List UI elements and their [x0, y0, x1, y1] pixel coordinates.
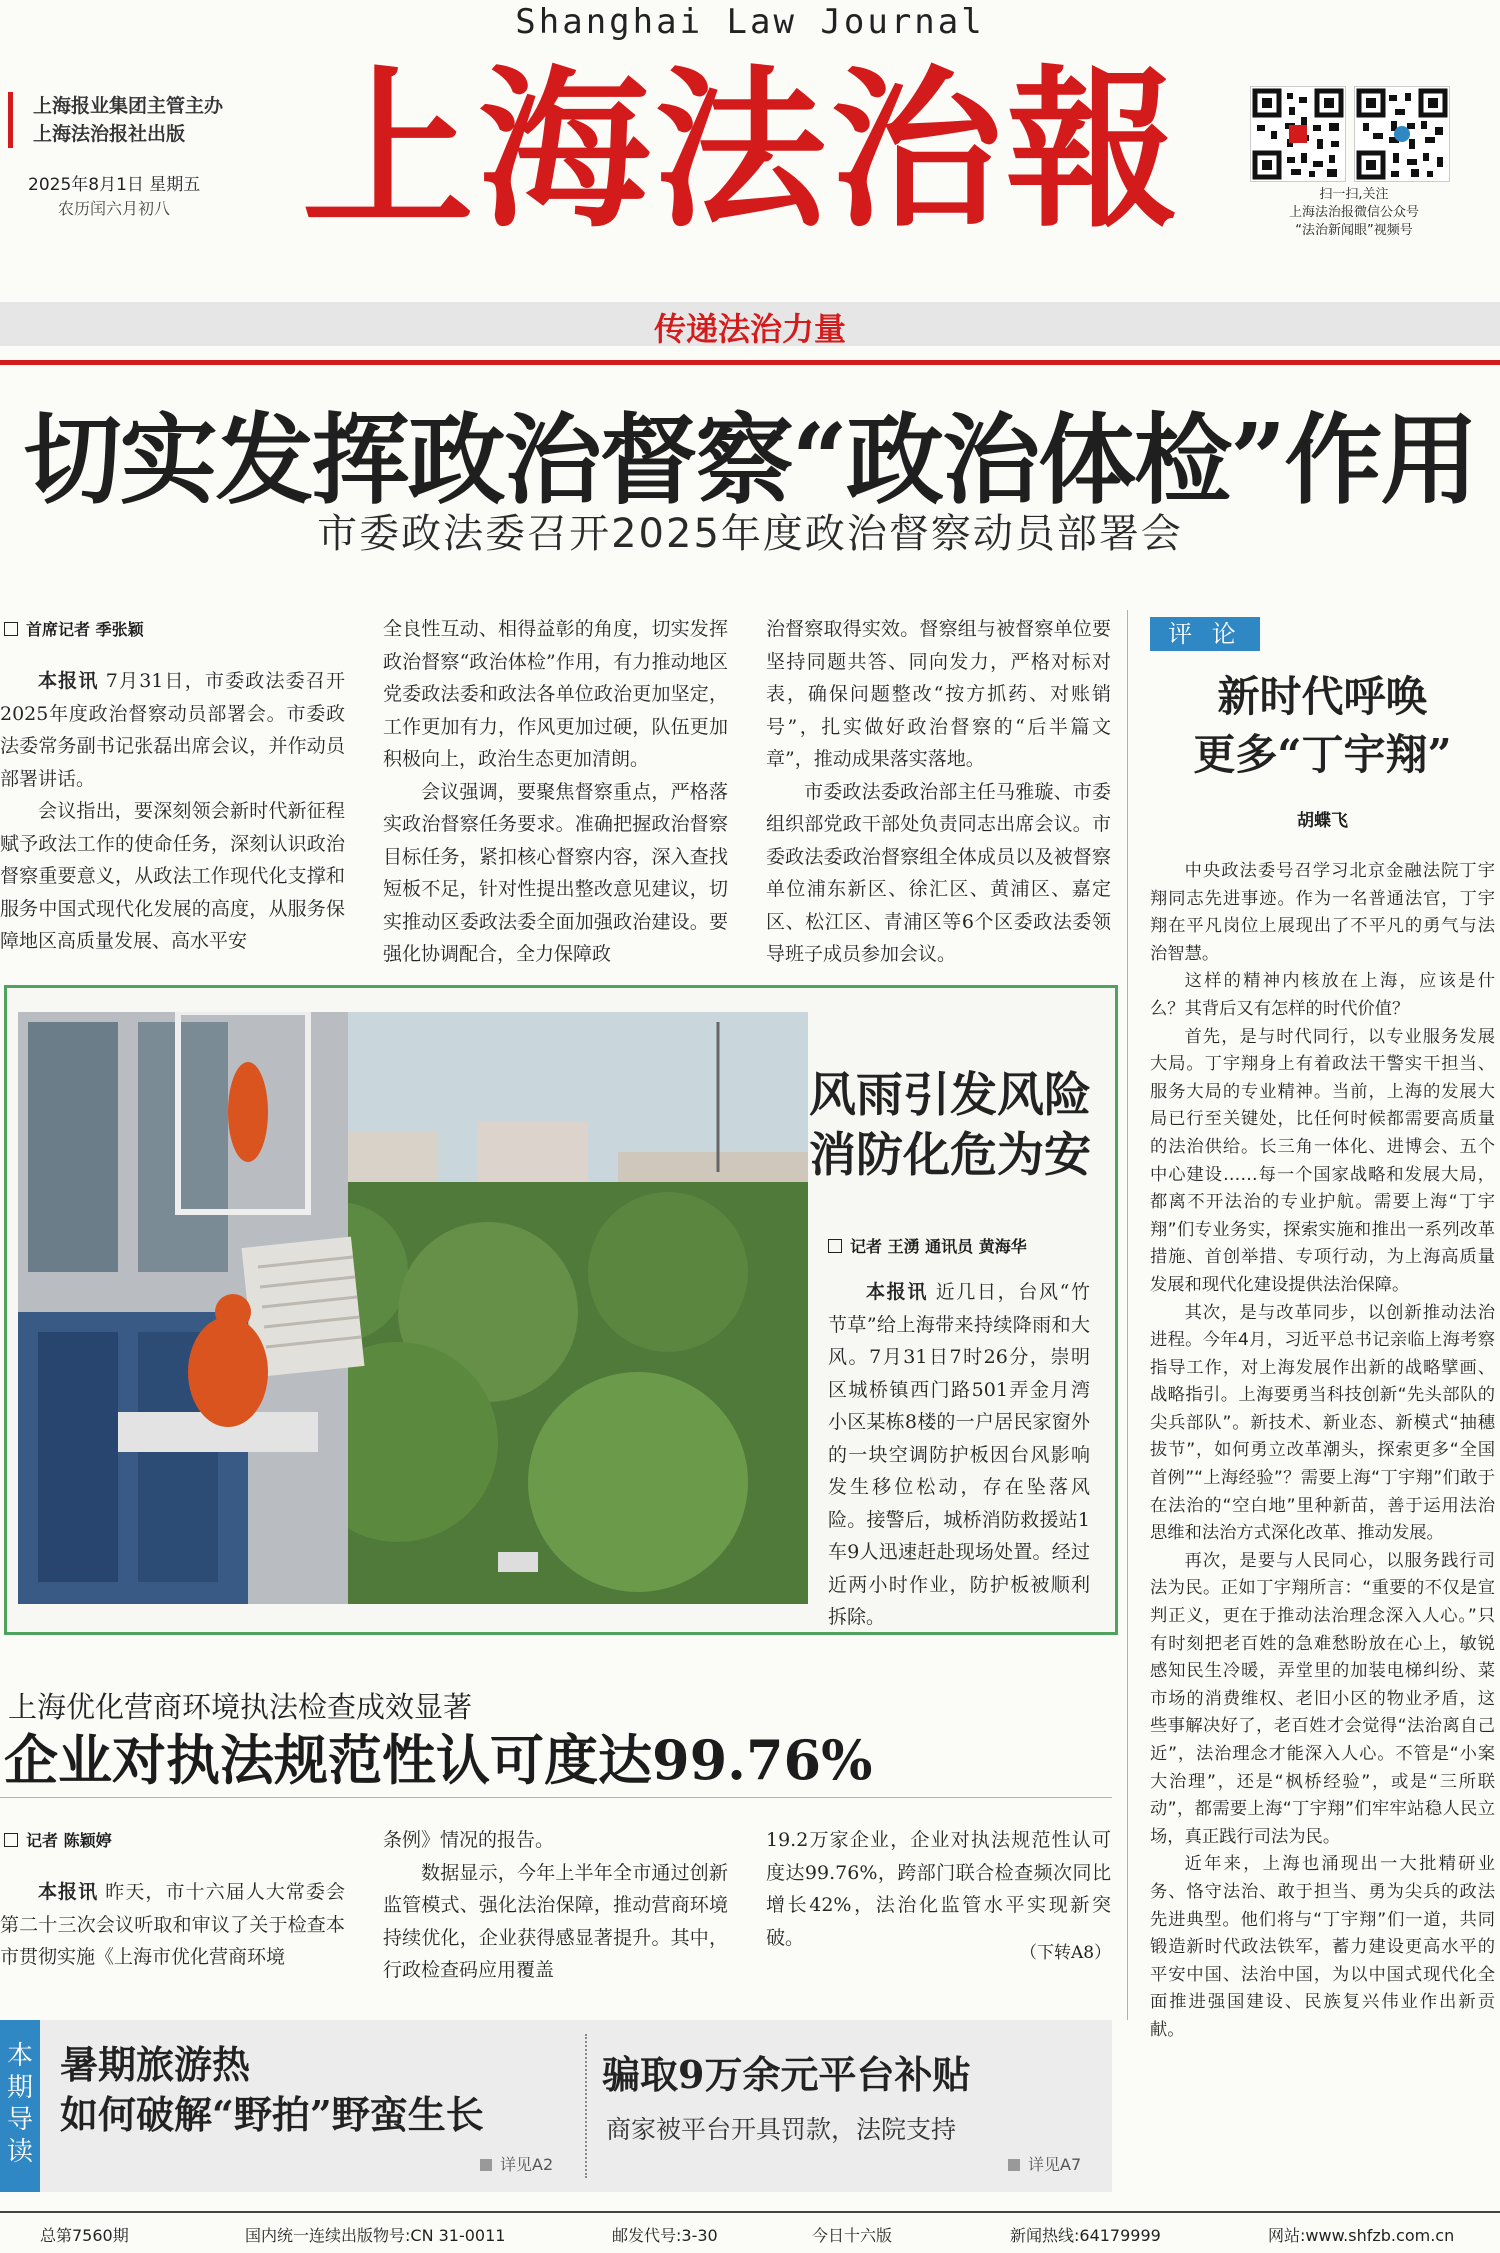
guide-item-2-title[interactable]: 骗取9万余元平台补贴	[602, 2052, 971, 2097]
lead-subheadline: 市委政法委召开2025年度政治督察动员部署会	[317, 511, 1183, 557]
guide-divider	[585, 2034, 587, 2178]
paragraph: 近年来，上海也涌现出一大批精研业务、恪守法治、敢于担当、勇为尖兵的政法先进典型。他们将与“丁宇翔”们一道，共同锻造新时代政法铁军，蓄力建设更高水平的平安中国、法治中国，为以中国式现代化全面推进强国建设、民族复兴伟业作出新贡献。	[1150, 1854, 1495, 2040]
commentary-body	[1150, 858, 1495, 2045]
news-photo[interactable]	[18, 1012, 808, 1604]
checkbox-square-icon	[4, 622, 18, 636]
lead-headline[interactable]: 切实发挥政治督察“政治体检”作用	[23, 403, 1477, 518]
commentary-title[interactable]	[1150, 668, 1495, 784]
story3-headline[interactable]: 企业对执法规范性认可度达99.76%	[4, 1728, 873, 1792]
paragraph: 会议指出，要深刻领会新时代新征程赋予政法工作的使命任务，深刻认识政治督察重要意义，从政法工作现代化支撑和服务中国式现代化发展的高度，从服务保障地区高质量发展、高水平安	[0, 800, 345, 952]
publisher-line: 上海报业集团主管主办	[33, 95, 224, 117]
paragraph: 治督察取得实效。督察组与被督察单位要坚持同题共答、同向发力，严格对标对表，确保问题整改“按方抓药、对账销号”，扎实做好政治督察的“后半篇文章”，推动成果落实落地。	[766, 618, 1111, 770]
title-line: 更多“丁宇翔”	[1193, 730, 1452, 779]
byline-text: 记者 陈颖婷	[26, 1831, 112, 1850]
lunar-date: 农历闰六月初八	[58, 199, 171, 218]
qr-caption-line: “法治新闻眼”视频号	[1295, 223, 1413, 238]
story3-rule	[0, 1797, 1112, 1798]
english-title: Shanghai Law Journal	[515, 2, 985, 42]
footer-hotline: 新闻热线:64179999	[1010, 2226, 1161, 2245]
lead-column-1	[0, 665, 345, 958]
paragraph: 首先，是与时代同行，以专业服务发展大局。丁宇翔身上有着政法干警实干担当、服务大局的专业精神。当前，上海的发展大局已行至关键处，比任何时候都需要高质量的法治供给。长三角一体化、进博会、五个中心建设……每一个国家战略和发展大局，都离不开法治的专业护航。需要上海“丁宇翔”们专业务实，探索实施和推出一系列改革措施、首创举措、专项行动，为上海高质量发展和现代化建设提供法治保障。	[1150, 1026, 1495, 1295]
story3-byline	[4, 1828, 112, 1851]
footer-website[interactable]: 网站:www.shfzb.com.cn	[1268, 2226, 1455, 2245]
lead-column-2	[383, 613, 728, 971]
story3-column-1	[0, 1876, 345, 1974]
masthead-divider	[0, 360, 1500, 365]
publication-date: 2025年8月1日 星期五	[28, 175, 201, 195]
guide-item-2-ref[interactable]	[1008, 2152, 1081, 2175]
commentary-tag: 评 论	[1150, 617, 1260, 651]
qr-caption	[1244, 186, 1464, 240]
paragraph: 19.2万家企业，企业对执法规范性认可度达99.76%，跨部门联合检查频次同比增长42%，法治化监管水平实现新突破。	[766, 1829, 1111, 1949]
title-line: 新时代呼唤	[1217, 672, 1428, 721]
paragraph: 昨天，市十六届人大常委会第二十三次会议听取和审议了关于检查本市贯彻实施《上海市优化营商环境	[0, 1881, 345, 1968]
paragraph: 再次，是要与人民同心，以服务践行司法为民。正如丁宇翔所言：“重要的不仅是宣判正义，更在于推动法治理念深入人心。”只有时刻把老百姓的急难愁盼放在心上，敏锐感知民生冷暖，弄堂里的加装电梯纠纷、菜市场的消费维权、老旧小区的物业矛盾，这些事解决好了，老百姓才会觉得“法治离自己近”，法治理念才能深入人心。不管是“小案大治理”，还是“枫桥经验”，或是“三所联动”，都需要上海“丁宇翔”们牢牢站稳人民立场，真正践行司法为民。	[1150, 1550, 1495, 1847]
lead-tag: 本报讯	[866, 1281, 928, 1303]
publisher-line: 上海法治报社出版	[33, 123, 186, 145]
guide-item-1-title[interactable]	[60, 2040, 560, 2140]
paragraph: 中央政法委号召学习北京金融法院丁宇翔同志先进事迹。作为一名普通法官，丁宇翔在平凡岗位上展现出了不平凡的勇气与法治智慧。	[1150, 861, 1495, 964]
gray-square-icon	[1008, 2159, 1020, 2171]
photo-story-title[interactable]	[790, 1066, 1110, 1186]
checkbox-square-icon	[4, 1833, 18, 1847]
story3-kicker: 上海优化营商环境执法检查成效显著	[8, 1690, 473, 1724]
lead-byline	[4, 617, 144, 640]
paragraph: 全良性互动、相得益彰的角度，切实发挥政治督察“政治体检”作用，有力推动地区党委政法委和政法各单位政治更加坚定，工作更加有力，作风更加过硬，队伍更加积极向上，政治生态更加清朗。	[383, 618, 728, 770]
column-divider	[1127, 610, 1128, 2020]
footer-postal: 邮发代号:3-30	[612, 2226, 718, 2245]
footer-issue: 总第7560期	[40, 2226, 129, 2245]
paragraph: 近几日，台风“竹节草”给上海带来持续降雨和大风。7月31日7时26分，崇明区城桥镇西门路501弄金月湾小区某栋8楼的一户居民家窗外的一块空调防护板因台风影响发生移位松动，存在坠落风险。接警后，城桥消防救援站1车9人迅速赶赴现场处置。经过近两小时作业，防护板被顺利拆除。	[828, 1281, 1090, 1628]
title-line: 消防化危为安	[809, 1128, 1091, 1183]
footer-cn: 国内统一连续出版物号:CN 31-0011	[245, 2226, 506, 2245]
title-line: 如何破解“野拍”野蛮生长	[60, 2092, 484, 2137]
paragraph: 其次，是与改革同步，以创新推动法治进程。今年4月，习近平总书记亲临上海考察指导工作，对上海发展作出新的战略擘画、战略指引。上海要勇当科技创新“先头部队的尖兵部队”。新技术、新业态、新模式“抽穗拔节”，如何勇立改革潮头，探索更多“全国首例”“上海经验”？需要上海“丁宇翔”们敢于在法治的“空白地”里种新苗，善于运用法治思维和法治方式深化改革、推动发展。	[1150, 1302, 1495, 1544]
lead-tag: 本报讯	[38, 670, 99, 692]
ref-text: 详见A2	[500, 2155, 554, 2174]
commentary-author: 胡蝶飞	[1297, 811, 1348, 831]
guide-item-1-ref[interactable]	[480, 2152, 553, 2175]
story3-column-2	[383, 1824, 728, 1987]
paragraph: 数据显示，今年上半年全市通过创新监管模式、强化法治保障，推动营商环境持续优化，企业获得感显著提升。其中，行政检查码应用覆盖	[383, 1861, 728, 1981]
guide-tag: 本期导读	[0, 2020, 40, 2192]
gray-square-icon	[480, 2159, 492, 2171]
byline-text: 记者 王湧 通讯员 黄海华	[850, 1237, 1027, 1256]
photo-story-body	[828, 1276, 1090, 1634]
qr-code-icon[interactable]	[1250, 86, 1346, 182]
lead-column-3	[766, 613, 1111, 971]
paragraph: 市委政法委政治部主任马雅璇、市委组织部党政干部处负责同志出席会议。市委政法委政治督察组全体成员以及被督察单位浦东新区、徐汇区、黄浦区、嘉定区、松江区、青浦区等6个区委政法委领导班子成员参加会议。	[766, 780, 1111, 965]
continued-notice[interactable]: （下转A8）	[1020, 1943, 1112, 1963]
ref-text: 详见A7	[1028, 2155, 1082, 2174]
qr-caption-line: 上海法治报微信公众号	[1288, 205, 1419, 220]
guide-item-2-subtitle: 商家被平台开具罚款，法院支持	[606, 2115, 957, 2144]
lead-tag: 本报讯	[38, 1881, 99, 1903]
title-line: 暑期旅游热	[60, 2042, 251, 2087]
photo-story-byline	[828, 1234, 1027, 1257]
paragraph: 会议强调，要聚焦督察重点，严格落实政治督察任务要求。准确把握政治督察目标任务，紧扣核心督察内容，深入查找短板不足，针对性提出整改意见建议，切实推动区委政法委全面加强政治建设。要强化协调配合，全力保障政	[383, 780, 728, 965]
publisher-info	[8, 92, 303, 148]
footer-rule	[0, 2211, 1500, 2213]
qr-caption-line: 扫一扫,关注	[1319, 187, 1389, 202]
paragraph: 这样的精神内核放在上海，应该是什么？其背后又有怎样的时代价值？	[1150, 971, 1495, 1019]
paragraph: 条例》情况的报告。	[383, 1829, 555, 1851]
story3-column-3	[766, 1824, 1111, 1954]
qr-code-icon[interactable]	[1354, 86, 1450, 182]
slogan: 传递法治力量	[653, 310, 846, 348]
byline-text: 首席记者 季张颖	[26, 620, 144, 639]
paragraph: 7月31日，市委政法委召开2025年度政治督察动员部署会。市委政法委常务副书记张磊出席会议，并作动员部署讲话。	[0, 670, 345, 790]
newspaper-nameplate: 上海法治報	[302, 48, 1182, 251]
checkbox-square-icon	[828, 1239, 842, 1253]
title-line: 风雨引发风险	[809, 1068, 1091, 1123]
footer-pages: 今日十六版	[812, 2226, 893, 2245]
